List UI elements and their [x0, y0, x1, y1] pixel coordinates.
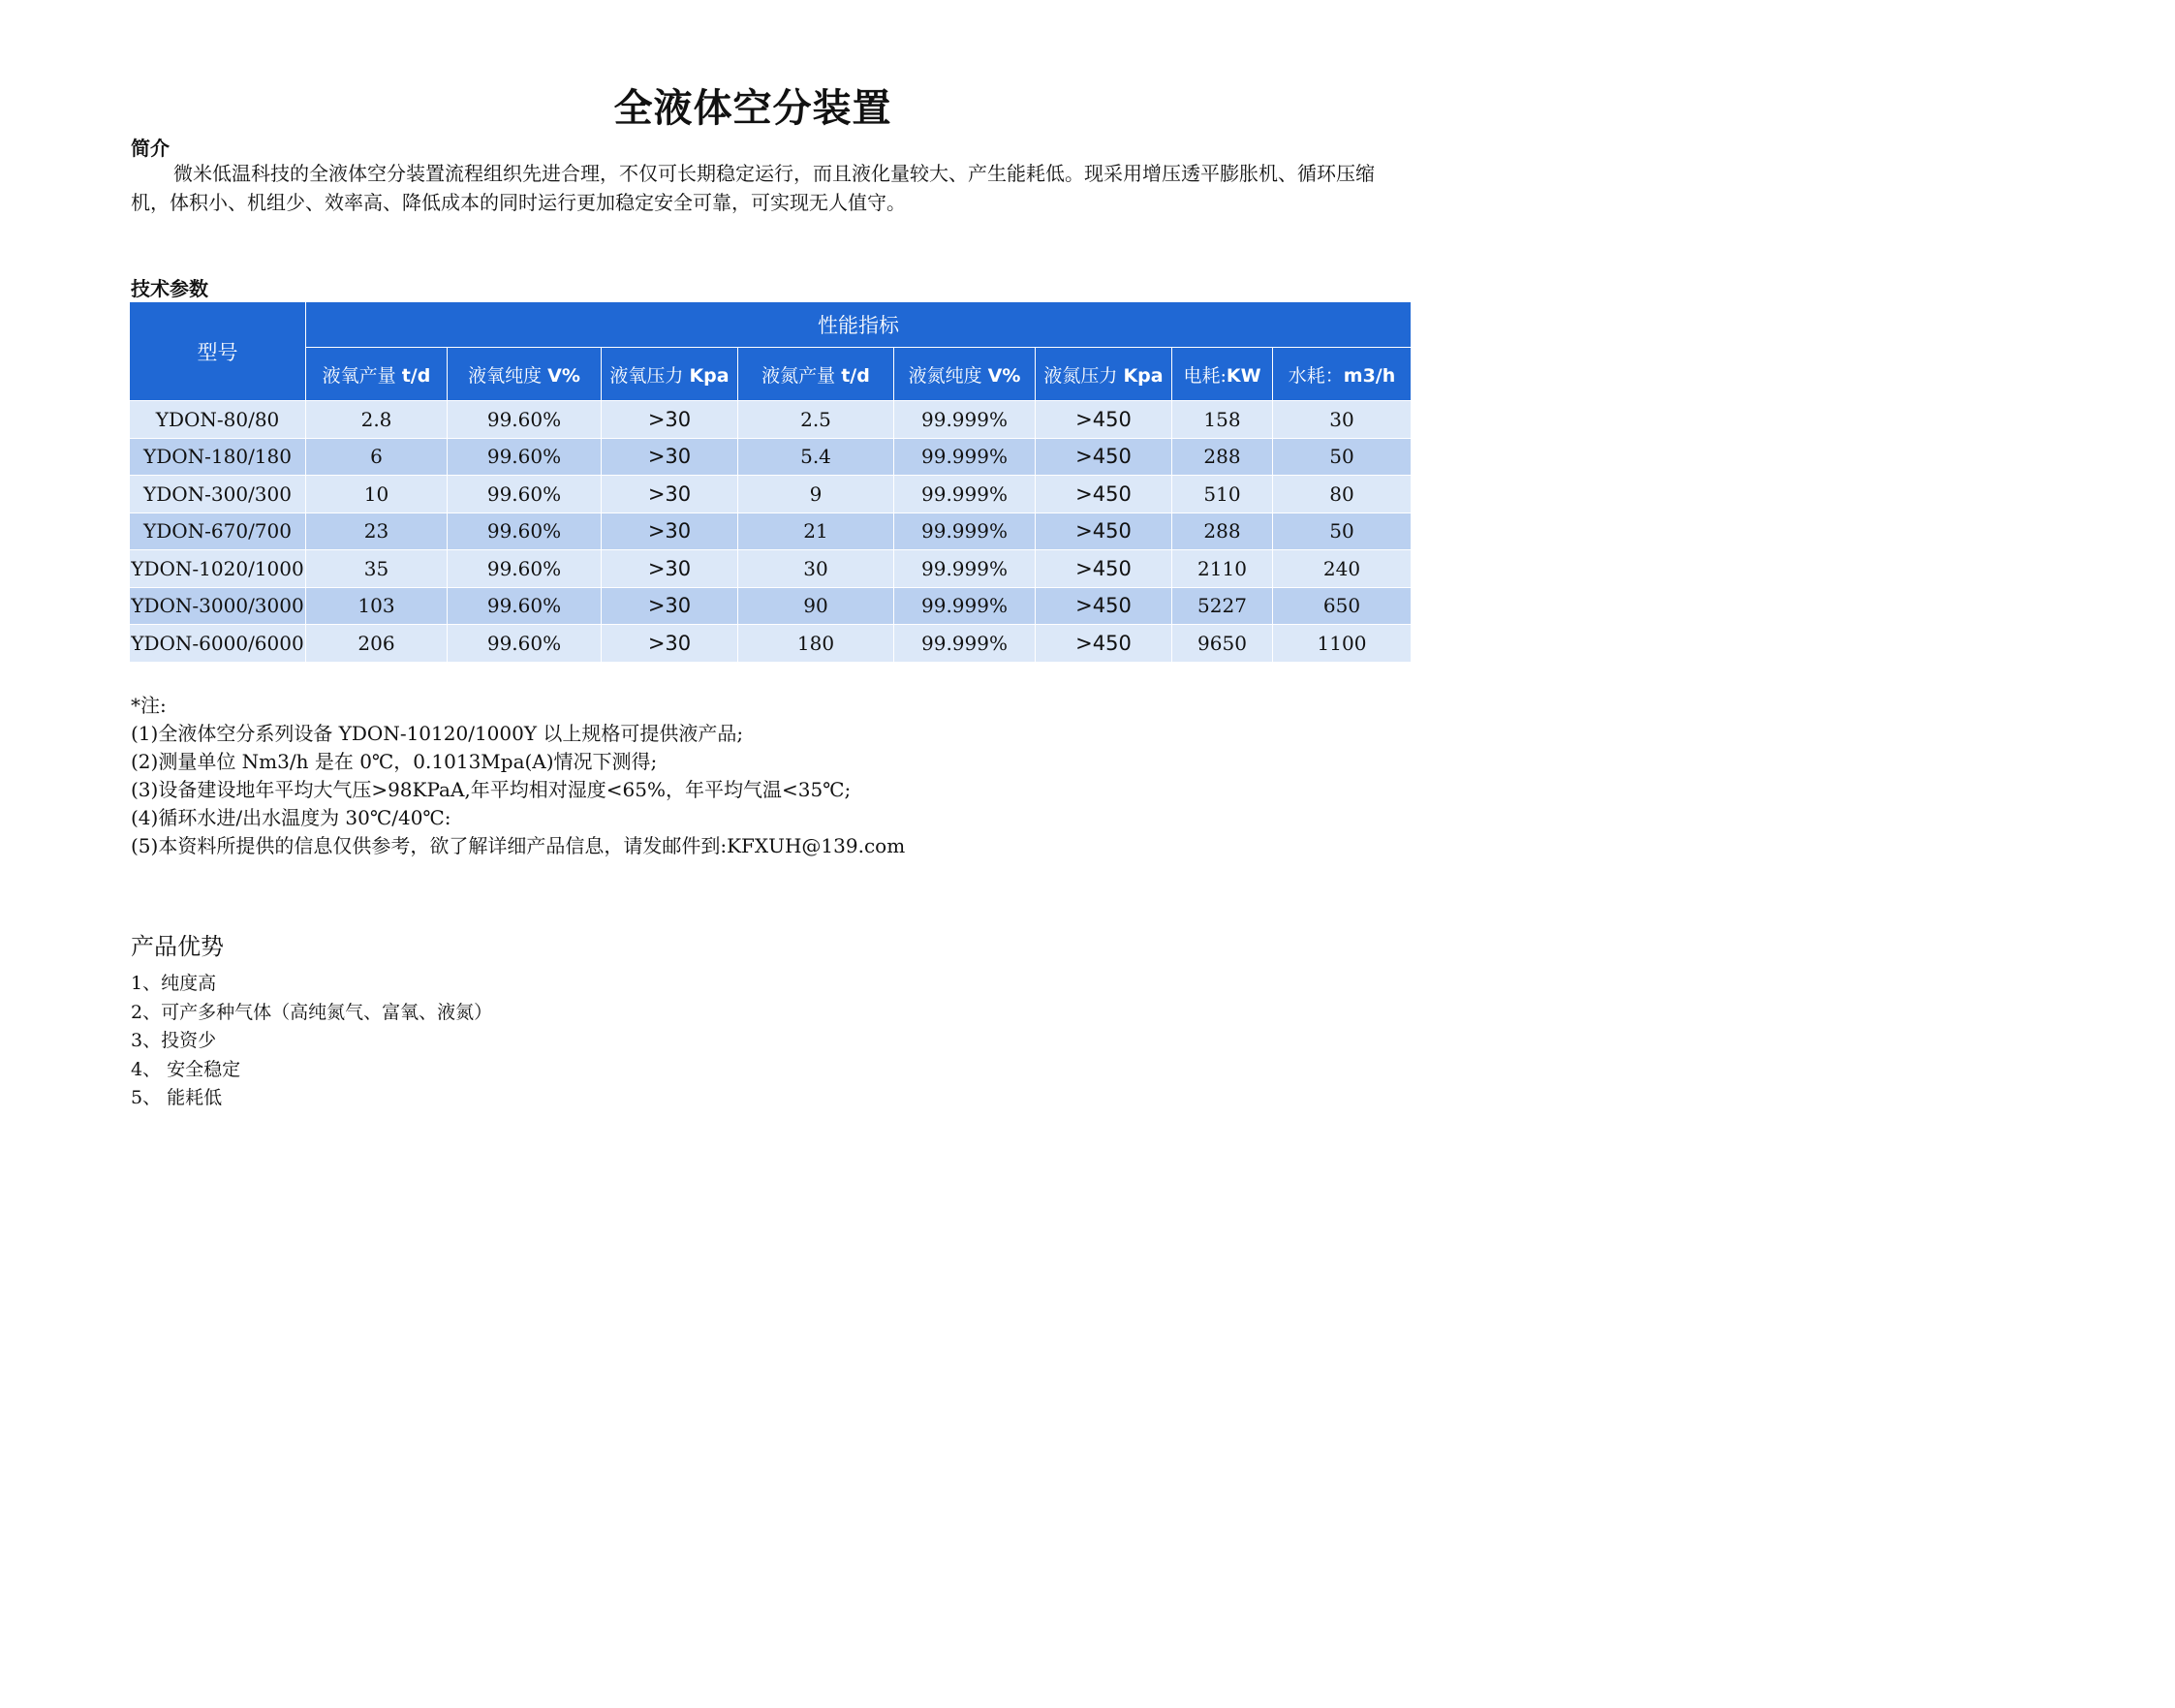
notes	[131, 692, 905, 860]
value-cell: 50	[1273, 438, 1412, 476]
value-cell: 1100	[1273, 625, 1412, 663]
column-header-label: 水耗：	[1288, 364, 1344, 387]
note-line: (5)本资料所提供的信息仅供参考，欲了解详细产品信息，请发邮件到:KFXUH@139.com	[131, 834, 906, 857]
value-cell: 23	[306, 512, 448, 550]
value-cell: 9	[738, 476, 894, 513]
value-cell: >30	[602, 476, 738, 513]
value-cell: 99.999%	[894, 550, 1036, 588]
column-header-unit: Kpa	[1123, 364, 1164, 387]
column-header-unit: m3/h	[1343, 364, 1396, 387]
value-cell: 99.60%	[448, 401, 602, 439]
column-header-unit: V%	[987, 364, 1021, 387]
value-cell: 206	[306, 625, 448, 663]
advantage-item: 2、可产多种气体（高纯氮气、富氧、液氮）	[131, 1001, 493, 1023]
column-header-label: 电耗:	[1183, 364, 1227, 387]
column-header-label: 液氮产量	[761, 364, 842, 387]
value-cell: 35	[306, 550, 448, 588]
advantages-list	[131, 970, 492, 1113]
value-cell: >30	[602, 512, 738, 550]
value-cell: 99.999%	[894, 587, 1036, 625]
spec-table	[129, 301, 1412, 663]
note-line: (3)设备建设地年平均大气压>98KPaA,年平均相对湿度<65%，年平均气温<35℃;	[131, 778, 852, 801]
value-cell: 99.60%	[448, 512, 602, 550]
value-cell: >450	[1036, 625, 1172, 663]
column-header-unit: KW	[1226, 364, 1261, 387]
value-cell: 9650	[1172, 625, 1273, 663]
table-row	[130, 625, 1412, 663]
value-cell: 2.8	[306, 401, 448, 439]
table-row	[130, 512, 1412, 550]
model-cell: YDON-670/700	[130, 512, 306, 550]
table-row	[130, 401, 1412, 439]
advantages-heading: 产品优势	[131, 933, 224, 960]
value-cell: >450	[1036, 512, 1172, 550]
value-cell: >450	[1036, 550, 1172, 588]
column-header-label: 液氮压力	[1043, 364, 1124, 387]
value-cell: 90	[738, 587, 894, 625]
value-cell: 99.60%	[448, 625, 602, 663]
note-line: (1)全液体空分系列设备 YDON-10120/1000Y 以上规格可提供液产品;	[131, 722, 744, 745]
model-cell: YDON-1020/1000	[130, 550, 306, 588]
value-cell: 5.4	[738, 438, 894, 476]
value-cell: 288	[1172, 512, 1273, 550]
value-cell: 2110	[1172, 550, 1273, 588]
column-header-label: 液氧纯度	[468, 364, 548, 387]
model-header: 型号	[130, 302, 306, 401]
note-line: *注:	[131, 694, 167, 717]
table-row	[130, 550, 1412, 588]
value-cell: >30	[602, 587, 738, 625]
model-cell: YDON-300/300	[130, 476, 306, 513]
value-cell: >30	[602, 550, 738, 588]
model-cell: YDON-3000/3000	[130, 587, 306, 625]
value-cell: 30	[738, 550, 894, 588]
params-heading: 技术参数	[131, 277, 208, 300]
column-header-unit: t/d	[841, 364, 870, 387]
column-header	[738, 348, 894, 401]
value-cell: 21	[738, 512, 894, 550]
model-cell: YDON-6000/6000	[130, 625, 306, 663]
value-cell: 99.60%	[448, 438, 602, 476]
column-header	[448, 348, 602, 401]
model-cell: YDON-80/80	[130, 401, 306, 439]
advantage-item: 4、 安全稳定	[131, 1058, 241, 1080]
column-header	[894, 348, 1036, 401]
value-cell: >30	[602, 401, 738, 439]
value-cell: 99.999%	[894, 625, 1036, 663]
value-cell: 99.60%	[448, 587, 602, 625]
table-row	[130, 476, 1412, 513]
column-header	[602, 348, 738, 401]
advantage-item: 3、投资少	[131, 1030, 217, 1051]
value-cell: 99.999%	[894, 401, 1036, 439]
column-header	[1172, 348, 1273, 401]
value-cell: 99.999%	[894, 438, 1036, 476]
advantage-item: 1、纯度高	[131, 973, 217, 994]
column-header-label: 液氮纯度	[908, 364, 988, 387]
column-header	[1036, 348, 1172, 401]
column-header-label: 液氧产量	[322, 364, 402, 387]
value-cell: 99.999%	[894, 512, 1036, 550]
column-header-unit: t/d	[401, 364, 431, 387]
value-cell: 5227	[1172, 587, 1273, 625]
table-row	[130, 438, 1412, 476]
note-line: (2)测量单位 Nm3/h 是在 0℃，0.1013Mpa(A)情况下测得;	[131, 750, 658, 773]
value-cell: >30	[602, 438, 738, 476]
value-cell: >450	[1036, 401, 1172, 439]
value-cell: >450	[1036, 587, 1172, 625]
value-cell: 103	[306, 587, 448, 625]
value-cell: 158	[1172, 401, 1273, 439]
note-line: (4)循环水进/出水温度为 30℃/40℃:	[131, 806, 451, 829]
value-cell: 99.60%	[448, 476, 602, 513]
value-cell: 30	[1273, 401, 1412, 439]
value-cell: 180	[738, 625, 894, 663]
value-cell: 650	[1273, 587, 1412, 625]
table-row	[130, 587, 1412, 625]
model-cell: YDON-180/180	[130, 438, 306, 476]
value-cell: 99.60%	[448, 550, 602, 588]
value-cell: >30	[602, 625, 738, 663]
value-cell: 50	[1273, 512, 1412, 550]
value-cell: 2.5	[738, 401, 894, 439]
column-header	[306, 348, 448, 401]
page-title: 全液体空分装置	[613, 85, 892, 131]
value-cell: 10	[306, 476, 448, 513]
value-cell: >450	[1036, 438, 1172, 476]
column-header-label: 液氧压力	[609, 364, 690, 387]
value-cell: 288	[1172, 438, 1273, 476]
intro-heading: 简介	[131, 137, 170, 160]
intro-paragraph: 微米低温科技的全液体空分装置流程组织先进合理，不仅可长期稳定运行，而且液化量较大、产生能耗低。现采用增压透平膨胀机、循环压缩机，体积小、机组少、效率高、降低成本的同时运行更加稳定安全可靠，可实现无人值守。	[131, 162, 1375, 214]
value-cell: 240	[1273, 550, 1412, 588]
value-cell: 6	[306, 438, 448, 476]
advantage-item: 5、 能耗低	[131, 1087, 223, 1108]
column-header-unit: V%	[547, 364, 580, 387]
value-cell: 99.999%	[894, 476, 1036, 513]
column-header-unit: Kpa	[689, 364, 730, 387]
performance-header: 性能指标	[306, 302, 1412, 348]
value-cell: 510	[1172, 476, 1273, 513]
value-cell: 80	[1273, 476, 1412, 513]
column-header	[1273, 348, 1412, 401]
value-cell: >450	[1036, 476, 1172, 513]
